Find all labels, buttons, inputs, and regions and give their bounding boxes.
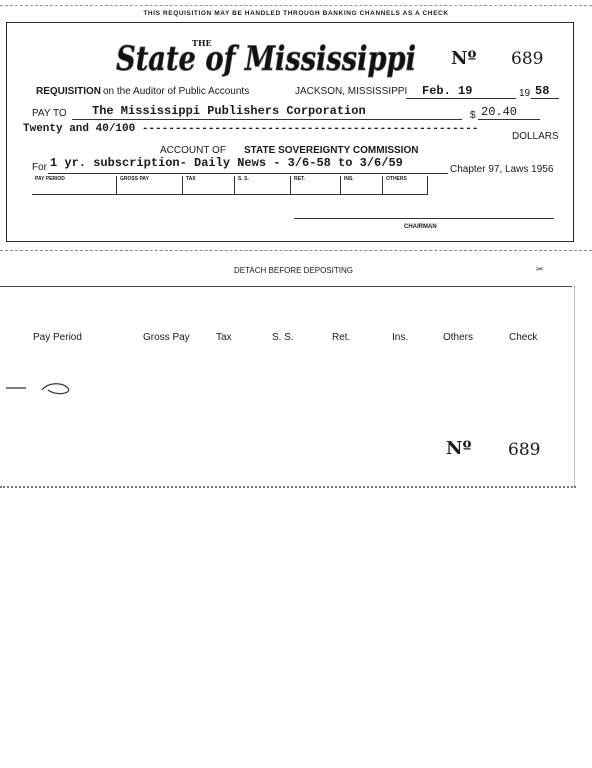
amount-words: Twenty and 40/100 --------------------------------------------------- [23, 123, 479, 135]
requisition-label: REQUISITION [36, 86, 102, 97]
title-the: THE [192, 38, 212, 48]
chairman-label: CHAIRMAN [404, 224, 437, 230]
payee-name: The Mississippi Publishers Corporation [92, 104, 366, 118]
check-columns-rule [32, 194, 428, 195]
city-label: JACKSON, MISSISSIPPI [295, 86, 408, 97]
top-perforation [0, 5, 592, 6]
check-columns [32, 176, 428, 194]
chapter-reference: Chapter 97, Laws 1956 [450, 164, 554, 175]
stub-col-ret: Ret. [332, 332, 351, 343]
banking-banner: THIS REQUISITION MAY BE HANDLED THROUGH BANKING CHANNELS AS A CHECK [143, 10, 449, 17]
check-number: 689 [511, 49, 544, 69]
stub-col-tax: Tax [216, 332, 232, 343]
stub-number: 689 [508, 440, 541, 460]
for-description: 1 yr. subscription- Daily News - 3/6-58 to 3/6/59 [50, 156, 403, 170]
state-title-text: State of Mississippi [116, 39, 416, 78]
check-col-ret: RET. [290, 176, 340, 194]
scissor-icon: ✂ [536, 264, 544, 274]
account-prefix: ACCOUNT OF [160, 145, 226, 156]
account-name: STATE SOVEREIGNTY COMMISSION [244, 145, 419, 156]
detach-instruction: DETACH BEFORE DEPOSITING [234, 266, 353, 275]
stub-top-rule [0, 286, 572, 287]
pay-to-label: PAY TO [32, 108, 67, 119]
pencil-mark [4, 380, 84, 400]
check-col-pay-period: PAY PERIOD [35, 176, 65, 182]
stub-col-ss: S. S. [272, 332, 294, 343]
stub-col-gross-pay: Gross Pay [143, 332, 190, 343]
stub-number-symbol: Nº [446, 438, 472, 459]
stub-col-check: Check [509, 332, 538, 343]
stub-col-pay-period: Pay Period [33, 332, 82, 343]
number-symbol: Nº [451, 48, 477, 69]
check-col-tax: TAX [182, 176, 234, 194]
dollars-label: DOLLARS [512, 131, 559, 142]
stub-right-edge [574, 286, 575, 486]
check-col-ins: INS. [340, 176, 382, 194]
signature-line [294, 218, 554, 219]
year-value: 58 [535, 84, 550, 98]
detach-perforation-upper [0, 250, 592, 251]
date-value: Feb. 19 [422, 84, 473, 98]
stub-bottom-edge [0, 486, 576, 488]
stub-col-ins: Ins. [392, 332, 409, 343]
state-title-logo [112, 30, 422, 78]
dollar-sign: $ [470, 110, 476, 121]
check-col-others: OTHERS [382, 176, 428, 194]
check-col-gross-pay: GROSS PAY [116, 176, 182, 194]
auditor-text: on the Auditor of Public Accounts [103, 86, 250, 97]
for-label: For [32, 162, 47, 173]
check-col-ss: S. S. [234, 176, 290, 194]
amount-value: 20.40 [481, 105, 518, 119]
year-prefix: 19 [519, 88, 531, 99]
stub-col-others: Others [443, 332, 474, 343]
